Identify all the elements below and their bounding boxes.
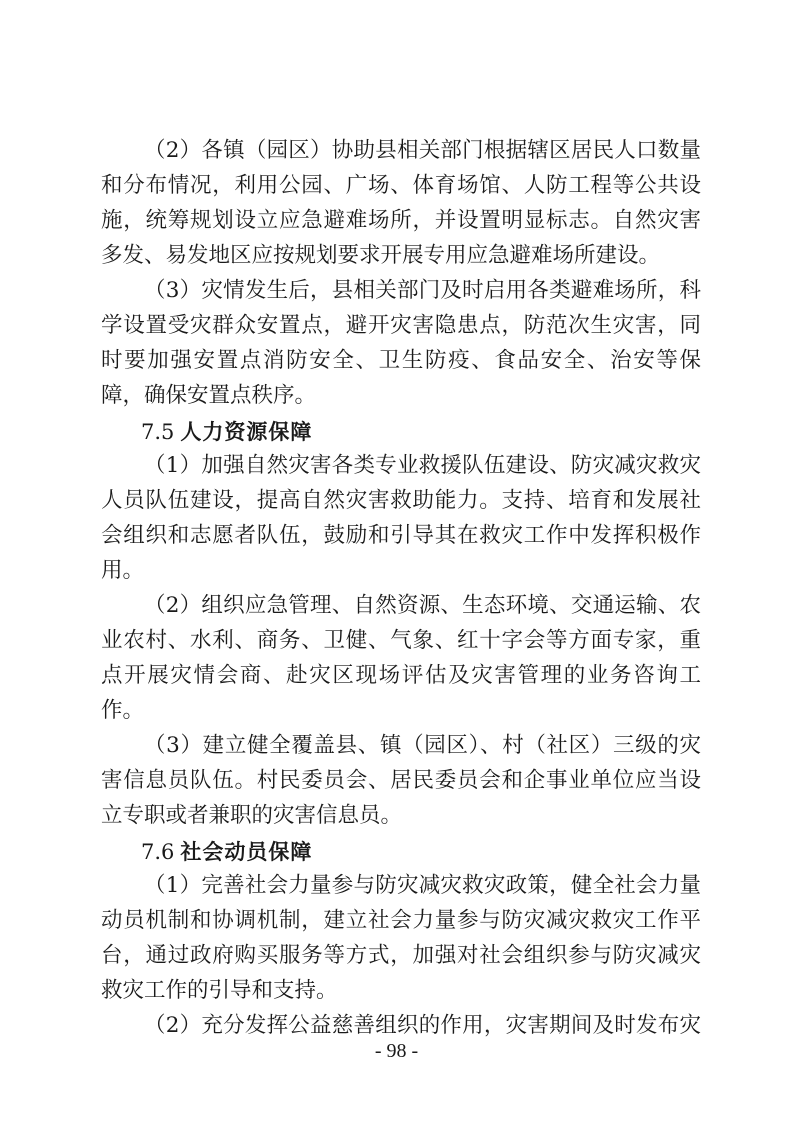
- paragraph-line: 施，统筹规划设立应急避难场所，并设置明显标志。自然灾害: [101, 208, 701, 233]
- paragraph-line: 和分布情况，利用公园、广场、体育场馆、人防工程等公共设: [101, 173, 701, 198]
- paragraph-line: （2）充分发挥公益慈善组织的作用，灾害期间及时发布灾: [144, 1013, 701, 1038]
- paragraph-line: 立专职或者兼职的灾害信息员。: [101, 803, 403, 828]
- paragraph-line: 救灾工作的引导和支持。: [101, 978, 338, 1003]
- section-title: 社会动员保障: [180, 839, 313, 864]
- paragraph-line: 害信息员队伍。村民委员会、居民委员会和企事业单位应当设: [101, 768, 701, 793]
- section-title: 人力资源保障: [180, 419, 313, 444]
- section-heading-7-6: [141, 836, 312, 868]
- section-number: 7.5: [141, 420, 175, 444]
- paragraph-line: （3）建立健全覆盖县、镇（园区）、村（社区）三级的灾: [144, 733, 701, 758]
- paragraph-line: 会组织和志愿者队伍，鼓励和引导其在救灾工作中发挥积极作: [101, 523, 701, 548]
- paragraph-line: 业农村、水利、商务、卫健、气象、红十字会等方面专家，重: [101, 628, 701, 653]
- paragraph-line: 人员队伍建设，提高自然灾害救助能力。支持、培育和发展社: [101, 488, 701, 513]
- paragraph-line: 台，通过政府购买服务等方式，加强对社会组织参与防灾减灾: [101, 943, 701, 968]
- paragraph-line: （1）加强自然灾害各类专业救援队伍建设、防灾减灾救灾: [144, 453, 701, 478]
- paragraph-line: 多发、易发地区应按规划要求开展专用应急避难场所建设。: [101, 243, 661, 268]
- section-heading-7-5: [141, 416, 312, 448]
- paragraph-line: （2）各镇（园区）协助县相关部门根据辖区居民人口数量: [144, 138, 701, 163]
- paragraph-line: 时要加强安置点消防安全、卫生防疫、食品安全、治安等保: [101, 348, 701, 373]
- paragraph-line: 障，确保安置点秩序。: [101, 383, 317, 408]
- paragraph-line: （3）灾情发生后，县相关部门及时启用各类避难场所，科: [144, 278, 701, 303]
- paragraph-line: 学设置受灾群众安置点，避开灾害隐患点，防范次生灾害，同: [101, 313, 701, 338]
- paragraph-line: 用。: [101, 558, 145, 583]
- section-number: 7.6: [141, 840, 175, 864]
- paragraph-line: 动员机制和协调机制，建立社会力量参与防灾减灾救灾工作平: [101, 908, 701, 933]
- paragraph-line: （2）组织应急管理、自然资源、生态环境、交通运输、农: [144, 593, 701, 618]
- paragraph-line: 作。: [101, 698, 145, 723]
- paragraph-line: 点开展灾情会商、赴灾区现场评估及灾害管理的业务咨询工: [101, 663, 701, 688]
- paragraph-line: （1）完善社会力量参与防灾减灾救灾政策，健全社会力量: [144, 873, 701, 898]
- page-number: - 98 -: [374, 1040, 419, 1062]
